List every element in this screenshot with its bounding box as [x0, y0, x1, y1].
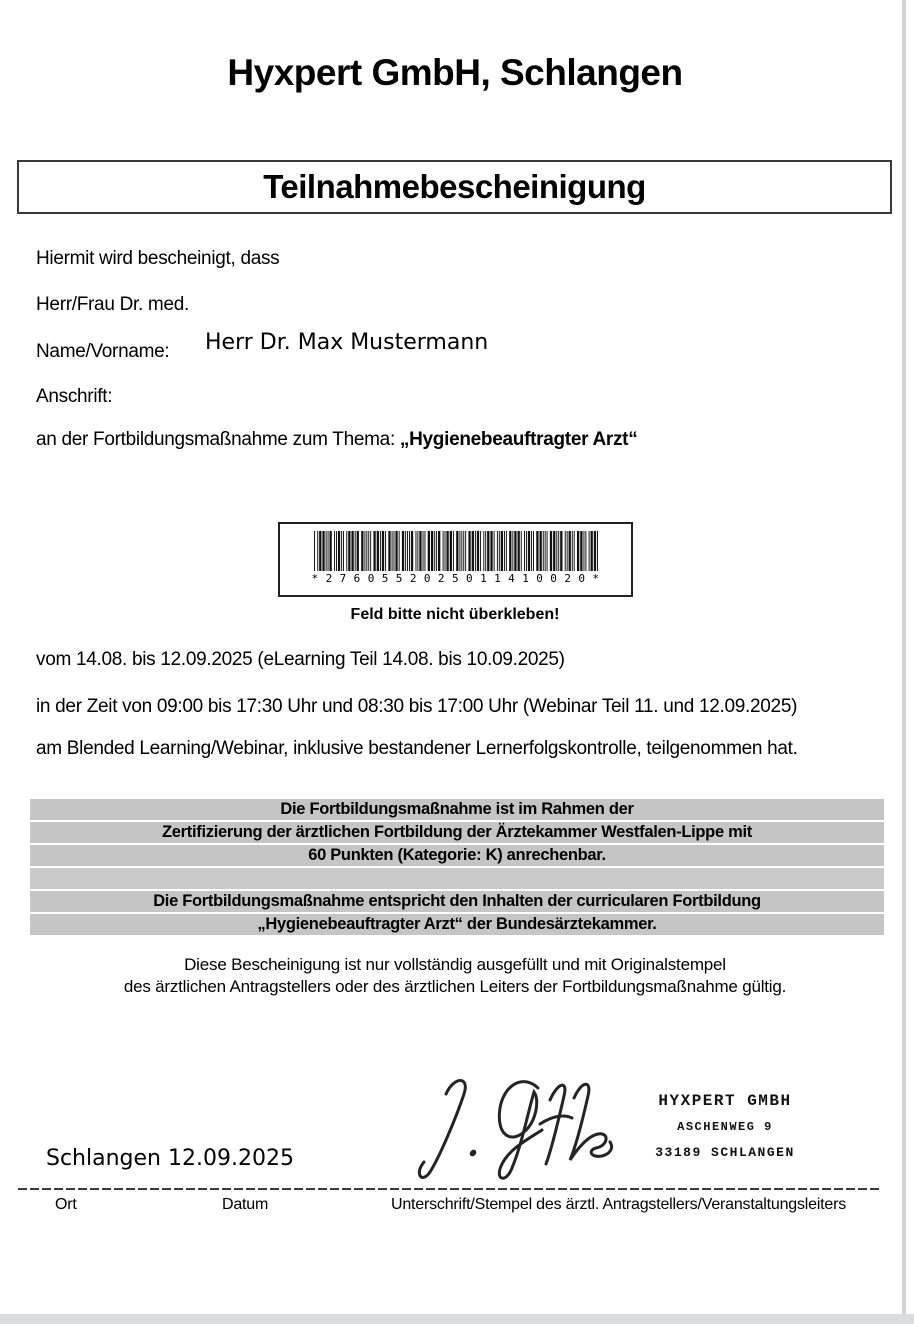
- certification-line: „Hygienebeauftragter Arzt“ der Bundesärztekammer.: [30, 914, 884, 935]
- place-date-value: Schlangen 12.09.2025: [46, 1146, 294, 1171]
- company-stamp: [640, 1092, 810, 1160]
- barcode-note: Feld bitte nicht überkleben!: [350, 606, 560, 623]
- ort-label: Ort: [55, 1196, 77, 1213]
- signature-rule: [18, 1188, 882, 1190]
- page-title: Hyxpert GmbH, Schlangen: [227, 52, 683, 93]
- page-edge-bottom: [0, 1314, 914, 1324]
- barcode-field: [278, 522, 633, 597]
- stamp-company-name: HYXPERT GMBH: [658, 1092, 792, 1110]
- address-label: Anschrift:: [36, 386, 113, 407]
- certification-line: Die Fortbildungsmaßnahme entspricht den Inhalten der curricularen Fortbildung: [30, 891, 884, 912]
- stamp-street: ASCHENWEG 9: [677, 1120, 773, 1134]
- course-times: in der Zeit von 09:00 bis 17:30 Uhr und 08:30 bis 17:00 Uhr (Webinar Teil 11. und 12.09.2025): [36, 696, 798, 717]
- intro-line-1: Hiermit wird bescheinigt, dass: [36, 248, 280, 269]
- signature-stamp-label: Unterschrift/Stempel des ärztl. Antragstellers/Veranstaltungsleiters: [391, 1196, 847, 1213]
- intro-line-2: Herr/Frau Dr. med.: [36, 294, 189, 315]
- certification-highlight-block: [30, 799, 884, 937]
- certification-line: Die Fortbildungsmaßnahme ist im Rahmen der: [30, 799, 884, 820]
- validity-line-2: des ärztlichen Antragstellers oder des ärztlichen Leiters der Fortbildungsmaßnahme gültig.: [123, 977, 787, 996]
- stamp-city: 33189 SCHLANGEN: [655, 1145, 795, 1160]
- course-period: vom 14.08. bis 12.09.2025 (eLearning Teil 14.08. bis 10.09.2025): [36, 649, 565, 670]
- datum-label: Datum: [222, 1196, 269, 1213]
- name-label: Name/Vorname:: [36, 341, 170, 362]
- certification-line: 60 Punkten (Kategorie: K) anrechenbar.: [30, 845, 884, 866]
- validity-line-1: Diese Bescheinigung ist nur vollständig ausgefüllt und mit Originalstempel: [184, 955, 726, 974]
- certification-spacer: [30, 868, 884, 889]
- topic-value: „Hygienebeauftragter Arzt“: [399, 429, 638, 450]
- participation-statement: am Blended Learning/Webinar, inklusive bestandener Lernerfolgskontrolle, teilgenommen hat.: [36, 738, 798, 759]
- certification-line: Zertifizierung der ärztlichen Fortbildung der Ärztekammer Westfalen-Lippe mit: [30, 822, 884, 843]
- signature-image: [412, 1072, 617, 1187]
- barcode-image: [314, 531, 598, 571]
- certificate-heading: Teilnahmebescheinigung: [263, 168, 646, 205]
- name-value: Herr Dr. Max Mustermann: [205, 330, 489, 355]
- page-edge-right: [902, 0, 906, 1324]
- certificate-heading-box: [17, 160, 892, 214]
- topic-prefix: an der Fortbildungsmaßnahme zum Thema:: [36, 429, 400, 450]
- topic-line: [36, 429, 637, 451]
- barcode-digits: * 2 7 6 0 5 5 2 0 2 5 0 1 1 4 1 0 0 2 0 *: [311, 572, 600, 585]
